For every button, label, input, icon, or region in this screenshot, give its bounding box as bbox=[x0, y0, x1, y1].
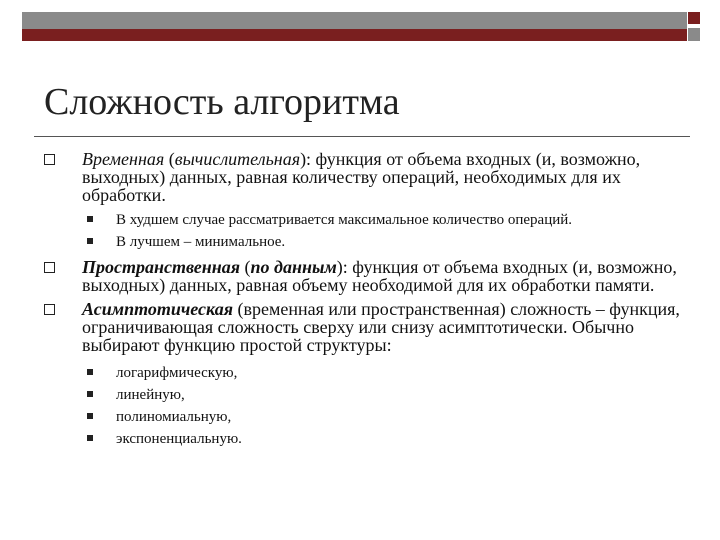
item-text: ): функция от объема входных (и, возможно, выходных) данных, равная количеству операций, необходимых для их обработки. bbox=[82, 149, 641, 205]
item-paren-open: ( bbox=[240, 257, 251, 277]
hollow-square-bullet-icon bbox=[44, 154, 55, 165]
filled-square-bullet-icon bbox=[87, 435, 93, 441]
hollow-square-bullet-icon bbox=[44, 304, 55, 315]
sub-bullet-item bbox=[44, 233, 684, 251]
sub-bullet-item bbox=[44, 430, 684, 448]
corner-square-red bbox=[688, 12, 700, 24]
bullet-item bbox=[44, 150, 684, 204]
title-divider bbox=[34, 136, 690, 137]
header-bar-gray bbox=[22, 12, 687, 29]
filled-square-bullet-icon bbox=[87, 413, 93, 419]
filled-square-bullet-icon bbox=[87, 216, 93, 222]
sub-item-text: логарифмическую, bbox=[116, 365, 238, 381]
hollow-square-bullet-icon bbox=[44, 262, 55, 273]
bullet-item bbox=[44, 300, 684, 354]
sub-bullet-item bbox=[44, 364, 684, 382]
corner-square-gray bbox=[688, 28, 700, 41]
slide-content bbox=[44, 145, 684, 448]
item-paren-term: по данным bbox=[250, 257, 337, 277]
filled-square-bullet-icon bbox=[87, 369, 93, 375]
item-term: Асимптотическая bbox=[82, 299, 233, 319]
bullet-item bbox=[44, 258, 684, 294]
sub-bullet-item bbox=[44, 386, 684, 404]
sub-item-text: В худшем случае рассматривается максимальное количество операций. bbox=[116, 212, 573, 228]
item-term: Временная bbox=[82, 149, 165, 169]
item-paren-open: ( bbox=[164, 149, 175, 169]
item-paren-term: вычислительная bbox=[174, 149, 301, 169]
sub-bullet-item bbox=[44, 211, 684, 229]
sub-item-text: полиномиальную, bbox=[116, 409, 232, 425]
sub-item-text: экспоненциальную. bbox=[116, 431, 242, 447]
sub-item-text: В лучшем – минимальное. bbox=[116, 234, 286, 250]
filled-square-bullet-icon bbox=[87, 238, 93, 244]
sub-bullet-item bbox=[44, 408, 684, 426]
item-text: (временная или пространственная) сложность – функция, ограничивающая сложность сверху или снизу асимптотически. Обычно выбирают функцию простой структуры: bbox=[82, 299, 680, 355]
item-term: Пространственная bbox=[82, 257, 241, 277]
sub-item-text: линейную, bbox=[116, 387, 185, 403]
item-text: ): функция от объема входных (и, возможно, выходных) данных, равная объему необходимой для их обработки памяти. bbox=[82, 257, 677, 295]
header-bar-red bbox=[22, 29, 687, 41]
slide-title: Сложность алгоритма bbox=[44, 81, 400, 123]
filled-square-bullet-icon bbox=[87, 391, 93, 397]
